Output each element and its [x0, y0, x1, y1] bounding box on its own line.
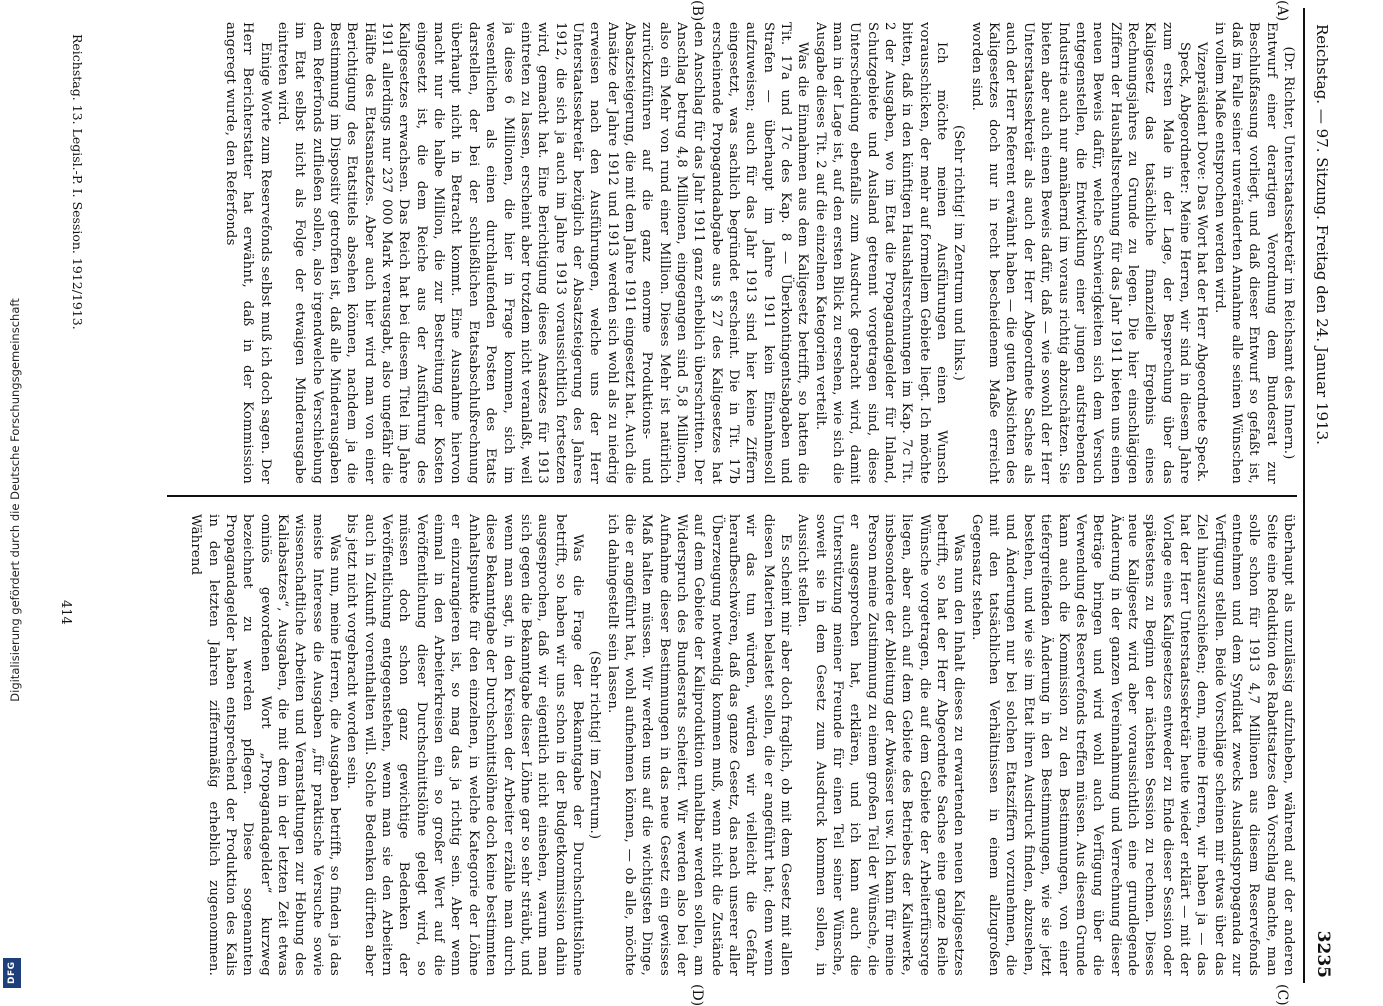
- paragraph: (Sehr richtig! im Zentrum und links.): [951, 124, 967, 382]
- paragraph: Einige Worte zum Reservefonds selbst muß ich doch sagen. Der Herr Berichterstatter hat erwähnt, daß in der Kommission angeregt wurde, den Referfonds: [223, 22, 273, 484]
- header-session-line: Reichstag. — 97. Sitzung. Freitag den 24. Januar 1913.: [1313, 24, 1331, 445]
- footer-page-number: 414: [58, 600, 73, 625]
- margin-marker-c: (C): [1274, 984, 1290, 1006]
- paragraph: überhaupt als unzulässig aufzuheben, während auf der anderen Seite eine Reduktion des Rabattsatzes den Vorschlag machte, man solle schon für 1913 4,7 Millionen aus diesem Reservefonds entnehmen und dem Syndikat zwecks Auslandspropaganda zur Verfügung stellen. Beide Vorschläge scheinen mir etwas über das Ziel hinauszuschießen; denn, meine Herren, wir haben ja — das hat der Herr Unterstaatssekretär heute wieder erklärt — mit der Vorlage eines Kaligesetzes entweder zu Ende dieser Session oder spätestens zu Beginn der nächsten Session zu rechnen. Dieses neue Kaligesetz wird aber voraussichtlich eine grundlegende Änderung in der ganzen Vereinnahmung und Verrechnung dieser Beträge bringen und wird wohl auch Verfügung über die Verwendung des Reservefonds treffen müssen. Aus diesem Grunde kann auch die Kommission zu den Bestimmungen, von einer tiefergreifenden Änderung in den Bestimmungen, wie sie jetzt bestehen, und wie sie im Etat ihren Ausdruck finden, abzusehen, und Änderungen nur bei solchen Etatsziffern vorzunehmen, die mit den tatsächlichen Verhältnissen in einem allzugroßen Gegensatz stehen.: [968, 514, 1296, 976]
- margin-band: [0, 0, 30, 1000]
- right-text-column: [97, 514, 1297, 976]
- paragraph: Was die Einnahmen aus dem Kaligesetz betrifft, so hatten die Tit. 17a und 17c des Kap. 8 — Überkontingentsabgaben und Strafen — überhaupt im Jahre 1911 kein Einnahmesoll aufzuweisen; auch für das Jahr 1913 sind hier keine Ziffern eingesetzt, was sachlich begründet erscheint. Die in Tit. 17b erscheinende Propagandaabgabe aus § 27 des Kaligesetzes hat den Anschlag für das Jahr 1911 ganz erheblich überschritten. Der Anschlag betrug 4,8 Millionen, eingegangen sind 5,8 Millionen, also ein Mehr von rund einer Million. Dieses Mehr ist natürlich zurückzuführen auf die ganz enorme Produktions- und Absatzsteigerung, die mit dem Jahre 1911 eingesetzt hat. Auch die Ansätze der Jahre 1912 und 1913 werden sich wohl als zu niedrig erweisen nach den Ausführungen, welche uns der Herr Unterstaatssekretär bezüglich der Absatzsteigerung des Jahres 1912, die sich ja auch im Jahre 1913 voraussichtlich fortsetzen wird, gemacht hat. Eine Berichtigung dieses Ansatzes für 1913 eintreten zu lassen, erscheint aber trotzdem nicht veranlaßt, weil ja diese 6 Millionen, die hier in Frage kommen, sich im wesentlichen als einen durchlaufenden Posten des Etats darstellen, der bei der schließlichen Etatsabschlußrechnung überhaupt nicht in Betracht kommt. Eine Ausnahme hiervon macht nur die halbe Million, die zur Bestreitung der Kosten eingesetzt ist, die dem Reiche aus der Ausführung des Kaligesetzes erwachsen. Das Reich hat bei diesem Titel im Jahre 1911 allerdings nur 237 000 Mark verausgabt, also ungefähr die Hälfte des Etatsansatzes. Aber auch hier wird man von einer Berichtigung des Etatstitels absehen können, nachdem ja die Bestimmung im Dispositiv getroffen ist, daß alle Minderausgaben dem Referfonds zufließen sollen, also irgendwelche Verschiebung im Etat selbst nicht als Folge der etwaigen Minderausgabe eintreten wird.: [275, 22, 811, 484]
- margin-marker-a: (A): [1274, 0, 1290, 22]
- paragraph: Was nun den Inhalt dieses zu erwartenden neuen Kaligesetzes betrifft, so hat der Herr Abgeordnete Sachse eine ganze Reihe Wünsche vorgetragen, die auf dem Gebiete der Arbeiterfürsorge liegen, aber auch auf dem Gebiete des Betriebes der Kaliwerke, insbesondere der Ableitung der Abwässer usw. Ich kann für meine Person meine Zustimmung zu einem großen Teil der Wünsche, die er ausgesprochen hat, erklären, und ich kann auch die Unterstützung meiner Freunde für einen Teil seiner Wünsche, soweit sie in dem Gesetz zum Ausdruck kommen sollen, in Aussicht stellen.: [795, 514, 967, 976]
- margin-marker-b: (B): [689, 0, 705, 22]
- scanned-page: [40, 0, 1345, 1006]
- header-rule: [1303, 8, 1305, 983]
- dfg-logo: DFG: [3, 958, 21, 988]
- paragraph: Es scheint mir aber doch fraglich, ob mit dem Gesetz mit allen diesen Materien belastet sollen, die er angeführt hat; denn wenn wir das tun würden, würden wir vielleicht die Gefahr heraufbeschwören, daß das ganze Gesetz, das nach unserer aller Überzeugung notwendig kommen muß, wenn nicht die Zustände auf dem Gebiete der Kaliproduktion unhaltbar werden sollen, am Widerspruch des Bundesrats scheitert. Wir werden also bei der Aufnahme dieser Bestimmungen in das neue Gesetz ein gewisses Maß halten müssen. Wir werden uns auf die wichtigsten Dinge, die er angeführt hat, wohl aufnehmen können, — ob alle, möchte ich dahingestellt sein lassen.: [604, 514, 794, 976]
- paragraph: Vizepräsident Dove: Das Wort hat der Herr Abgeordnete Speck.: [1194, 42, 1210, 483]
- paragraph: Entwurf einer derartigen Verordnung dem Bundesrat zur Beschlußfassung vorliegt, und daß dieser Entwurf so gefaßt ist, daß im Falle seiner unveränderten Annahme alle seinen Wünschen in vollem Maße entsprochen werden wird.: [1211, 22, 1279, 484]
- footer-publication-line: Reichstag. 13. Legisl.-P. I. Session. 1912/1913.: [70, 34, 85, 330]
- page-header: [1307, 24, 1335, 978]
- paragraph: (Dr. Richter, Unterstaatssekretär im Reichsamt des Innern.): [1281, 46, 1296, 460]
- paragraph: (Sehr richtig! im Zentrum.): [587, 650, 603, 840]
- header-page-number: 3235: [1313, 930, 1333, 978]
- paragraph: Was die Frage der Bekanntgabe der Durchschnittslöhne betrifft, so haben wir uns schon in der Budgetkommission dahin ausgesprochen, daß wir eigentlich nicht einsehen, warum man sich gegen die Bekanntgabe dieser Löhne gar so sehr sträubt, und wenn man sagt, in den Kreisen der Arbeiter erzähle man durch diese Bekanntgabe der Durchschnittslöhne doch keine bestimmten Anhaltspunkte für den einzelnen, in welche Kategorie der Löhne er einzurangieren ist, so mag das ja richtig sein. Aber wenn einmal in den Arbeiterkreisen ein so großer Wert auf die Veröffentlichung dieser Durchschnittslöhne gelegt wird, so müssen doch schon ganz gewichtige Bedenken der Veröffentlichung entgegenstehen, wenn man sie den Arbeitern auch in Zukunft vorenthalten will. Solche Bedenken dürften aber bis jetzt nicht vorgebracht worden sein.: [344, 514, 585, 976]
- paragraph: Was nun, meine Herren, die Ausgaben betrifft, so finden ja das meiste Interesse die Ausgaben „für praktische Versuche sowie wissenschaftliche Arbeiten und Veranstaltungen zur Hebung des Kaliabsatzes“, Ausgaben, die mit dem in der letzten Zeit etwas ominös gewordenen Wort „Propagandagelder“ kurzweg bezeichnet zu werden pflegen. Diese sogenannten Propagandagelder haben entsprechend der Produktion des Kalis in den letzten Jahren ziffernmäßig erheblich zugenommen. Während: [188, 514, 343, 976]
- paragraph: Ich möchte meinen Ausführungen einen Wunsch vorausschicken, der mehr auf formellem Gebiete liegt. Ich möchte bitten, daß in den künftigen Haushaltsrechnungen im Kap. 7c Tit. 2 der Ausgaben, wo im Etat die Propagandagelder für Inland, Schutzgebiete und Ausland getrennt vorgetragen sind, diese Unterscheidung ebenfalls zum Ausdruck gebracht wird, damit man in der Lage ist, auf den ersten Blick zu ersehen, wie sich die Ausgabe dieses Tit. 2 auf die einzelnen Kategorien verteilt.: [812, 22, 950, 484]
- left-text-column: [97, 22, 1297, 484]
- column-divider: [167, 495, 1297, 497]
- margin-marker-d: (D): [689, 984, 705, 1006]
- paragraph: Speck, Abgeordneter: Meine Herren, wir sind in diesem Jahre zum ersten Male in der Lage, der Besprechung über das Kaligesetz das tatsächliche finanzielle Ergebnis eines Rechnungsjahres zu Grunde zu legen. Die hier einschlägigen Ziffern der Haushaltsrechnung für das Jahr 1911 bieten uns einen neuen Beweis dafür, welche Schwierigkeiten sich dem Versuch entgegenstellen, die Entwicklung einer jungen aufstrebenden Industrie auch nur annähernd im voraus richtig abzuschätzen. Sie bieten aber auch einen Beweis dafür, daß — wie sowohl der Herr Unterstaatssekretär als auch der Herr Abgeordnete Sachse als auch der Herr Referent erwähnt haben — die guten Absichten des Kaligesetzes doch nur in recht bescheidenem Maße erreicht worden sind.: [968, 22, 1192, 484]
- dfg-notice: Digitalisierung gefördert durch die Deutsche Forschungsgemeinschaft: [8, 298, 22, 702]
